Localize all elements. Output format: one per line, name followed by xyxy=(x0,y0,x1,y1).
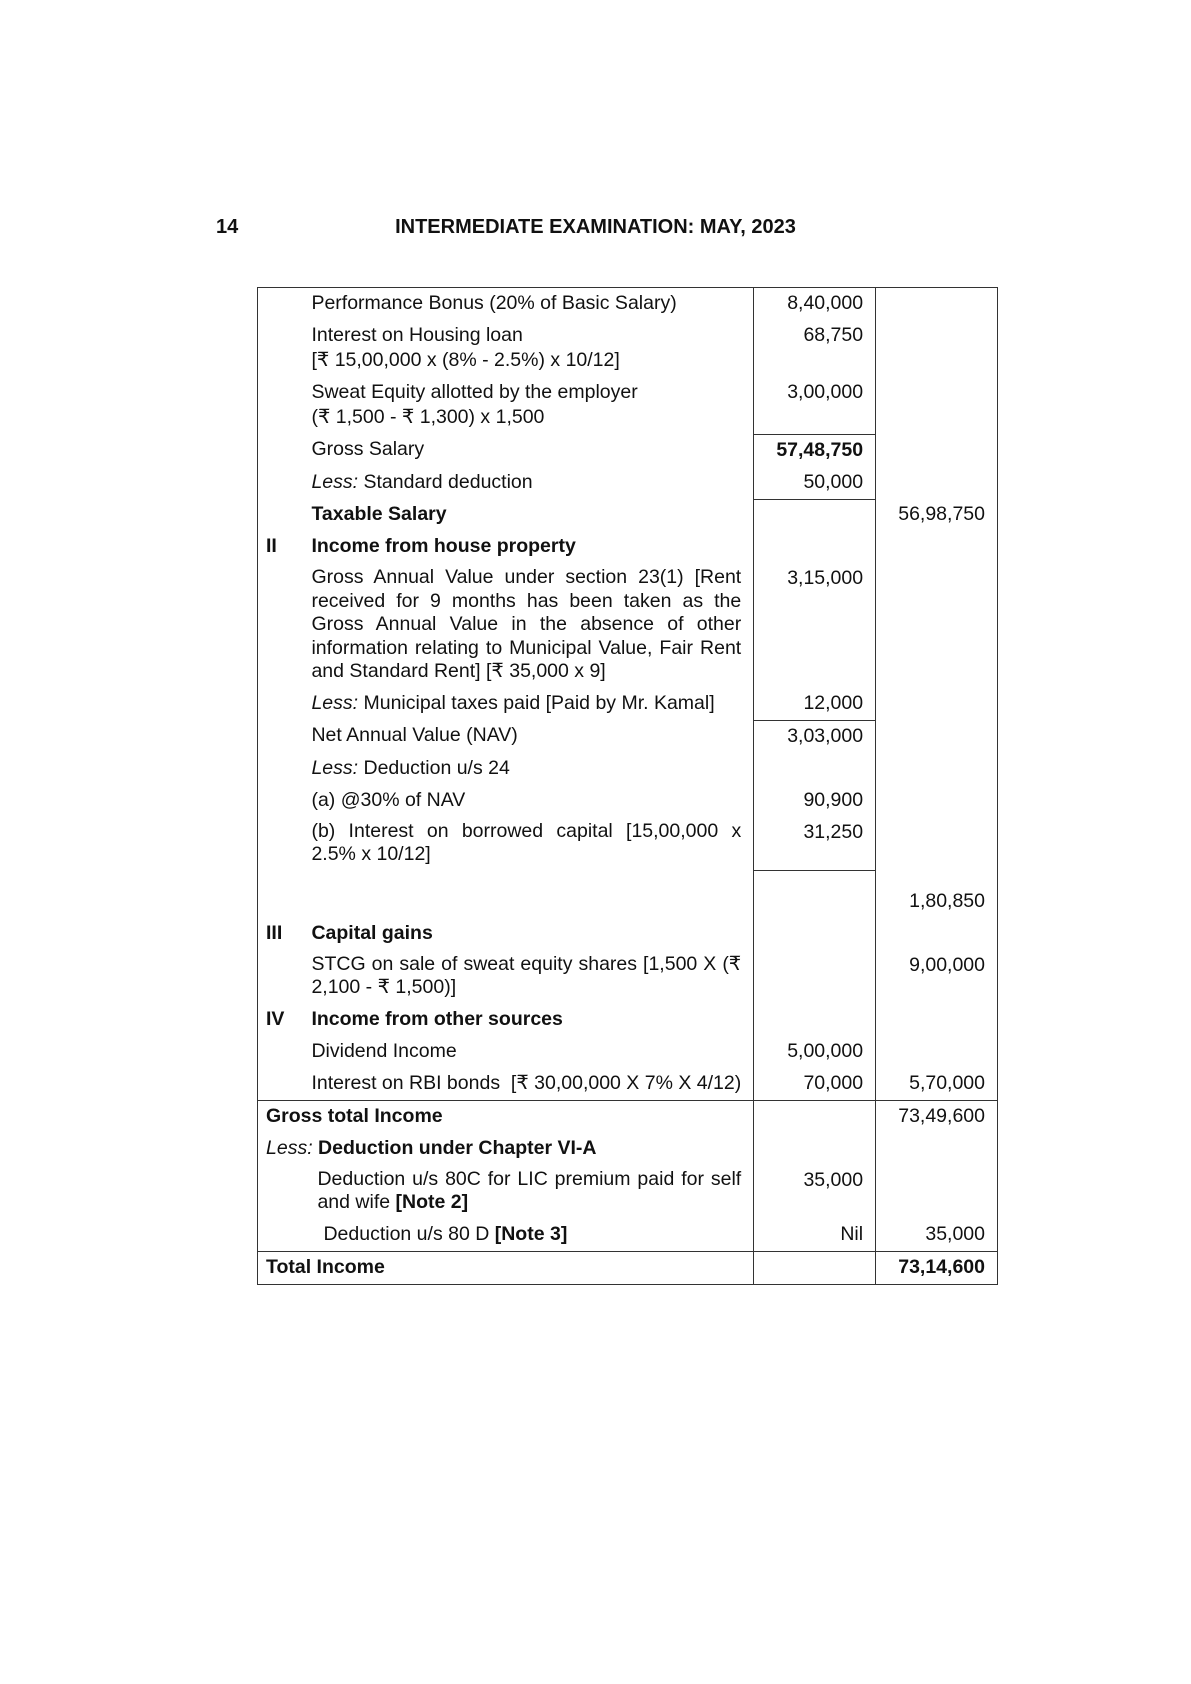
row-amount: 35,000 xyxy=(754,1165,876,1219)
section-number: IV xyxy=(266,1007,285,1030)
row-desc xyxy=(303,753,753,785)
row-amount: 12,000 xyxy=(754,688,876,721)
row-desc: Taxable Salary xyxy=(311,503,447,525)
row-desc xyxy=(258,1133,754,1165)
row-total: 9,00,000 xyxy=(876,950,998,1004)
section-heading: Capital gains xyxy=(311,921,433,944)
row-desc-line: Sweat Equity allotted by the employer xyxy=(311,381,638,403)
table-row xyxy=(258,720,998,753)
row-desc xyxy=(303,377,753,434)
table-row xyxy=(258,531,998,563)
row-amount: 57,48,750 xyxy=(754,434,876,467)
row-desc: (b) Interest on borrowed capital [15,00,000 x 2.5% x 10/12] xyxy=(311,819,742,865)
row-amount: 3,15,000 xyxy=(754,563,876,688)
row-total: 1,80,850 xyxy=(876,871,998,918)
row-desc: (a) @30% of NAV xyxy=(311,788,466,811)
page-header xyxy=(0,216,1191,246)
less-label: Less: xyxy=(311,691,359,714)
table-row xyxy=(258,1133,998,1165)
table-row xyxy=(258,785,998,817)
row-desc: Performance Bonus (20% of Basic Salary) xyxy=(311,292,677,314)
table-row xyxy=(258,320,998,377)
row-amount: 68,750 xyxy=(754,320,876,377)
row-desc-text: Deduction u/s 24 xyxy=(363,756,510,779)
row-amount: 50,000 xyxy=(754,467,876,500)
row-desc-text: Deduction u/s 80 D [Note 3] xyxy=(323,1222,568,1245)
table-row xyxy=(258,499,998,531)
row-desc xyxy=(303,1219,753,1252)
row-desc: Gross Salary xyxy=(311,438,425,460)
row-desc-line: (₹ 1,500 - ₹ 1,300) x 1,500 xyxy=(311,406,545,428)
row-amount: 3,00,000 xyxy=(754,377,876,434)
note-ref: [Note 3] xyxy=(494,1222,568,1245)
row-amount: 5,00,000 xyxy=(754,1036,876,1068)
table-row xyxy=(258,1004,998,1036)
table-row xyxy=(258,467,998,500)
table-row xyxy=(258,1100,998,1133)
table-row xyxy=(258,1219,998,1252)
section-number: II xyxy=(266,535,277,557)
table-row xyxy=(258,1165,998,1219)
row-desc: Interest on RBI bonds [₹ 30,00,000 X 7% X 4/12) xyxy=(311,1071,742,1094)
row-amount: 70,000 xyxy=(754,1068,876,1101)
row-desc: Gross total Income xyxy=(258,1100,754,1133)
row-desc-text: Deduction u/s 80C for LIC premium paid for self and wife [Note 2] xyxy=(317,1167,742,1213)
row-total: 73,14,600 xyxy=(876,1251,998,1284)
row-desc xyxy=(303,320,753,377)
table-row xyxy=(258,1036,998,1068)
row-desc xyxy=(303,688,753,721)
table-row xyxy=(258,950,998,1004)
table-row xyxy=(258,288,998,321)
row-desc: Total Income xyxy=(258,1251,754,1284)
row-desc-line: [₹ 15,00,000 x (8% - 2.5%) x 10/12] xyxy=(311,349,620,371)
row-amount: 3,03,000 xyxy=(754,720,876,753)
row-desc: Dividend Income xyxy=(311,1039,457,1062)
section-number: III xyxy=(266,921,283,944)
table-row xyxy=(258,871,998,918)
table-row xyxy=(258,753,998,785)
table-row xyxy=(258,563,998,688)
exam-title: INTERMEDIATE EXAMINATION: MAY, 2023 xyxy=(395,216,796,238)
row-desc xyxy=(303,467,753,500)
table-row xyxy=(258,1068,998,1101)
table-row xyxy=(258,918,998,950)
row-total: 5,70,000 xyxy=(876,1068,998,1101)
row-desc: STCG on sale of sweat equity shares [1,500 X (₹ 2,100 - ₹ 1,500)] xyxy=(311,952,742,998)
row-desc: Net Annual Value (NAV) xyxy=(311,724,518,746)
row-desc-text: Municipal taxes paid [Paid by Mr. Kamal] xyxy=(363,691,715,714)
row-amount: 90,900 xyxy=(754,785,876,817)
income-computation-table xyxy=(257,287,998,1285)
row-amount: 31,250 xyxy=(754,817,876,871)
row-desc: Gross Annual Value under section 23(1) [Rent received for 9 months has been taken as the Gross Annual Value in the absence of other information relating to Municipal Value, Fair Rent and Standard Rent] [₹ 35,000 x 9] xyxy=(311,566,742,682)
row-amount: Nil xyxy=(754,1219,876,1252)
section-heading: Income from house property xyxy=(311,535,576,557)
row-desc-text: Standard deduction xyxy=(363,470,533,493)
less-label: Less: xyxy=(311,756,359,779)
table-row xyxy=(258,688,998,721)
row-total: 56,98,750 xyxy=(876,499,998,531)
row-total: 35,000 xyxy=(876,1219,998,1252)
less-label: Less: xyxy=(311,470,359,493)
table-row xyxy=(258,377,998,434)
row-amount: 8,40,000 xyxy=(754,288,876,321)
row-desc-text: Deduction under Chapter VI-A xyxy=(318,1136,597,1159)
section-heading: Income from other sources xyxy=(311,1007,563,1030)
table-row xyxy=(258,434,998,467)
table-row xyxy=(258,1251,998,1284)
row-desc-line: Interest on Housing loan xyxy=(311,324,523,346)
page-number: 14 xyxy=(216,216,239,238)
note-ref: [Note 2] xyxy=(395,1191,469,1213)
row-total: 73,49,600 xyxy=(876,1100,998,1133)
row-desc xyxy=(303,1165,753,1219)
less-label: Less: xyxy=(266,1136,313,1159)
table-row xyxy=(258,817,998,871)
